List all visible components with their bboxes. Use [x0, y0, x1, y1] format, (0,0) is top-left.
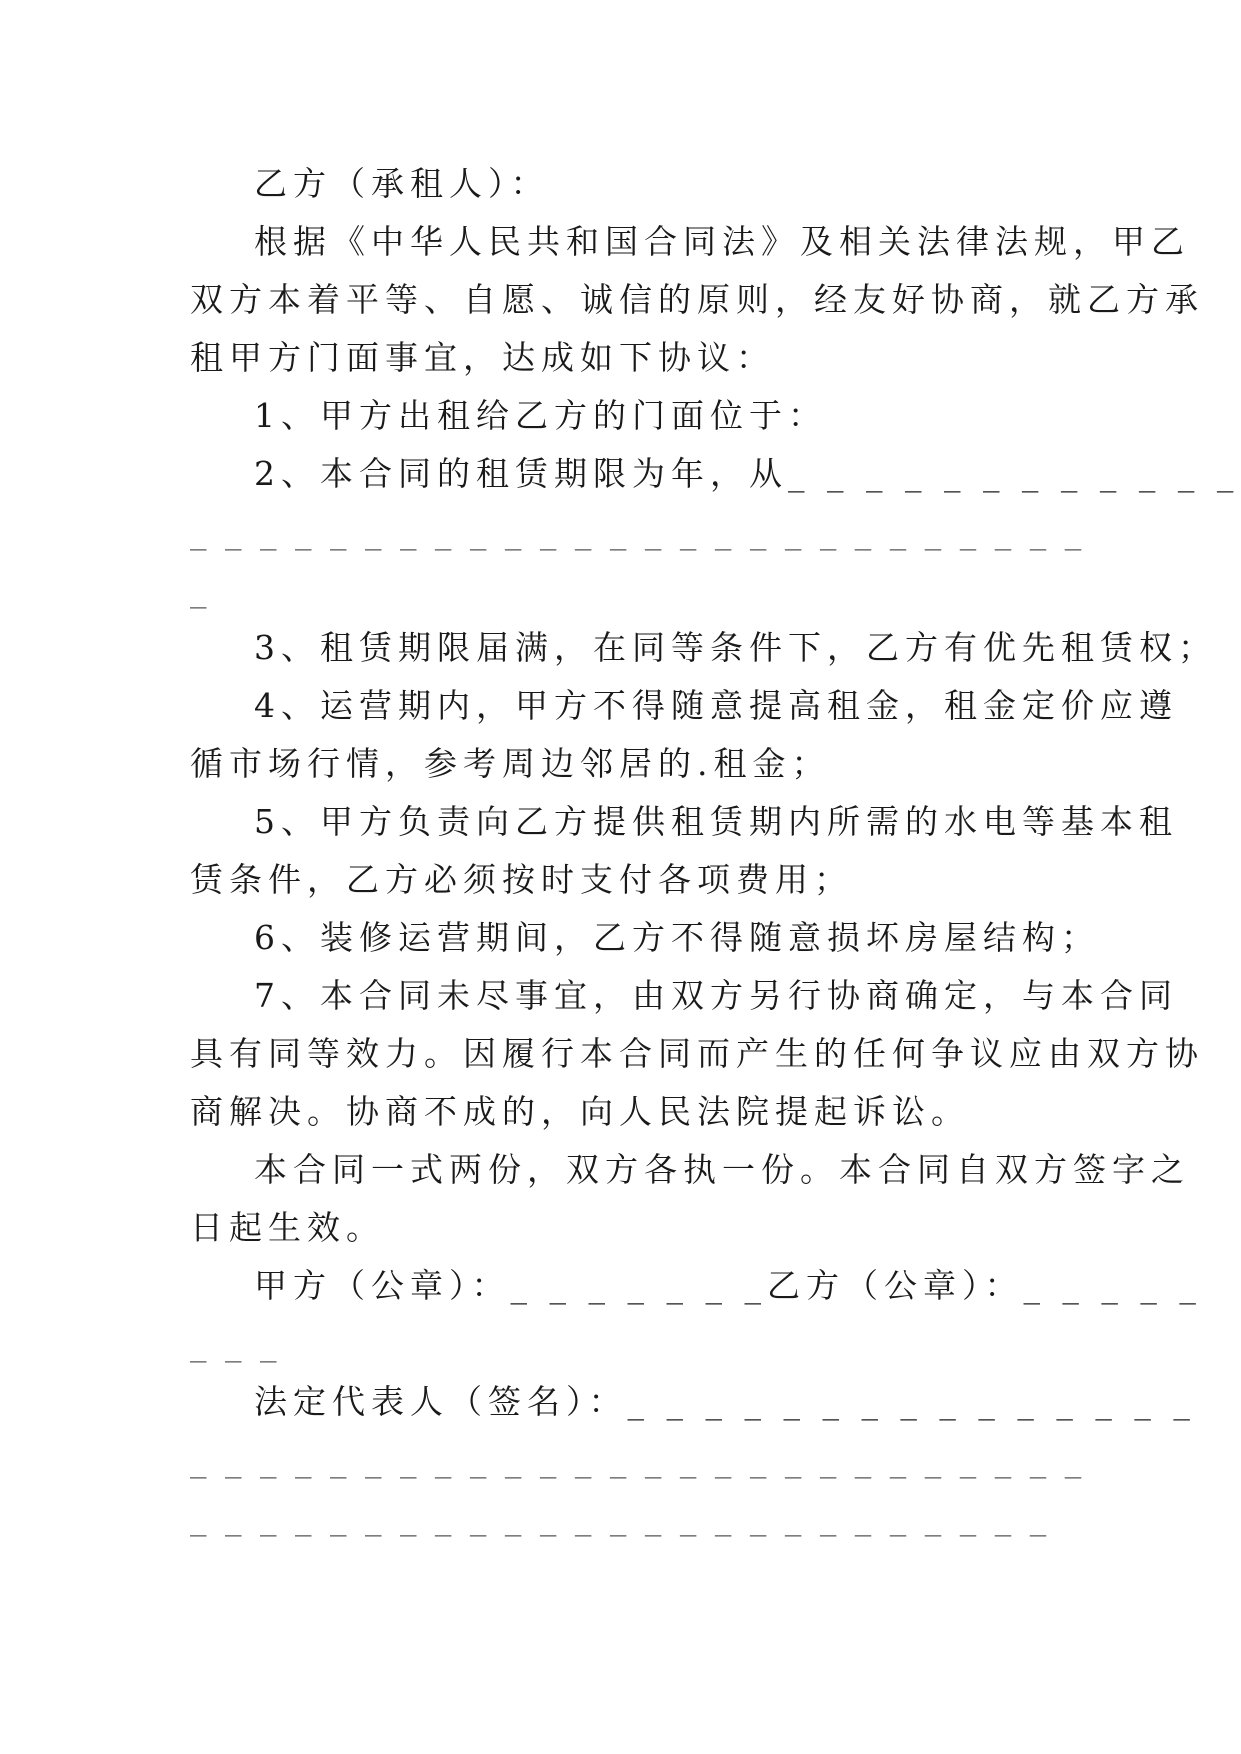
- party-b-label: 乙方（承租人）：: [254, 164, 550, 203]
- clause-1: 1、甲方出租给乙方的门面位于：: [254, 396, 827, 435]
- clause-6: 6、装修运营期间，乙方不得随意损坏房屋结构；: [254, 918, 1100, 957]
- clause-2-blank-line: _ _ _ _ _ _ _ _ _ _ _ _ _ _ _ _ _ _ _ _ _ _ _ _ _ _: [190, 512, 1086, 551]
- clause-3: 3、租赁期限届满，在同等条件下，乙方有优先租赁权；: [254, 628, 1217, 667]
- clause-7-line-1: 7、本合同未尽事宜，由双方另行协商确定，与本合同: [254, 976, 1178, 1015]
- legal-rep-blank-line-1: _ _ _ _ _ _ _ _ _ _ _ _ _ _ _ _ _ _ _ _ _ _ _ _ _ _: [190, 1440, 1086, 1479]
- clause-5-line-1: 5、甲方负责向乙方提供租赁期内所需的水电等基本租: [254, 802, 1178, 841]
- clause-2-blank-end: _: [190, 570, 211, 609]
- copies-line-2: 日起生效。: [190, 1208, 385, 1247]
- clause-7-line-3: 商解决。协商不成的，向人民法院提起诉讼。: [190, 1092, 970, 1131]
- clause-4-line-1: 4、运营期内，甲方不得随意提高租金，租金定价应遵: [254, 686, 1178, 725]
- seal-line: 甲方（公章）：_ _ _ _ _ _ _乙方（公章）：_ _ _ _ _: [254, 1266, 1202, 1305]
- legal-rep-signature: 法定代表人（签名）：_ _ _ _ _ _ _ _ _ _ _ _ _ _ _: [254, 1382, 1196, 1421]
- preamble-line-3: 租甲方门面事宜，达成如下协议：: [190, 338, 775, 377]
- copies-line-1: 本合同一式两份，双方各执一份。本合同自双方签字之: [254, 1150, 1190, 1189]
- clause-7-line-2: 具有同等效力。因履行本合同而产生的任何争议应由双方协: [190, 1034, 1204, 1073]
- preamble-line-2: 双方本着平等、自愿、诚信的原则，经友好协商，就乙方承: [190, 280, 1204, 319]
- clause-4-line-2: 循市场行情，参考周边邻居的.租金；: [190, 744, 831, 783]
- legal-rep-blank-line-2: _ _ _ _ _ _ _ _ _ _ _ _ _ _ _ _ _ _ _ _ _ _ _ _ _: [190, 1498, 1051, 1537]
- preamble-line-1: 根据《中华人民共和国合同法》及相关法律法规，甲乙: [254, 222, 1190, 261]
- clause-5-line-2: 赁条件，乙方必须按时支付各项费用；: [190, 860, 853, 899]
- clause-2: 2、本合同的租赁期限为年，从_ _ _ _ _ _ _ _ _ _ _ _: [254, 454, 1240, 493]
- seal-blank-end: _ _ _: [190, 1324, 281, 1363]
